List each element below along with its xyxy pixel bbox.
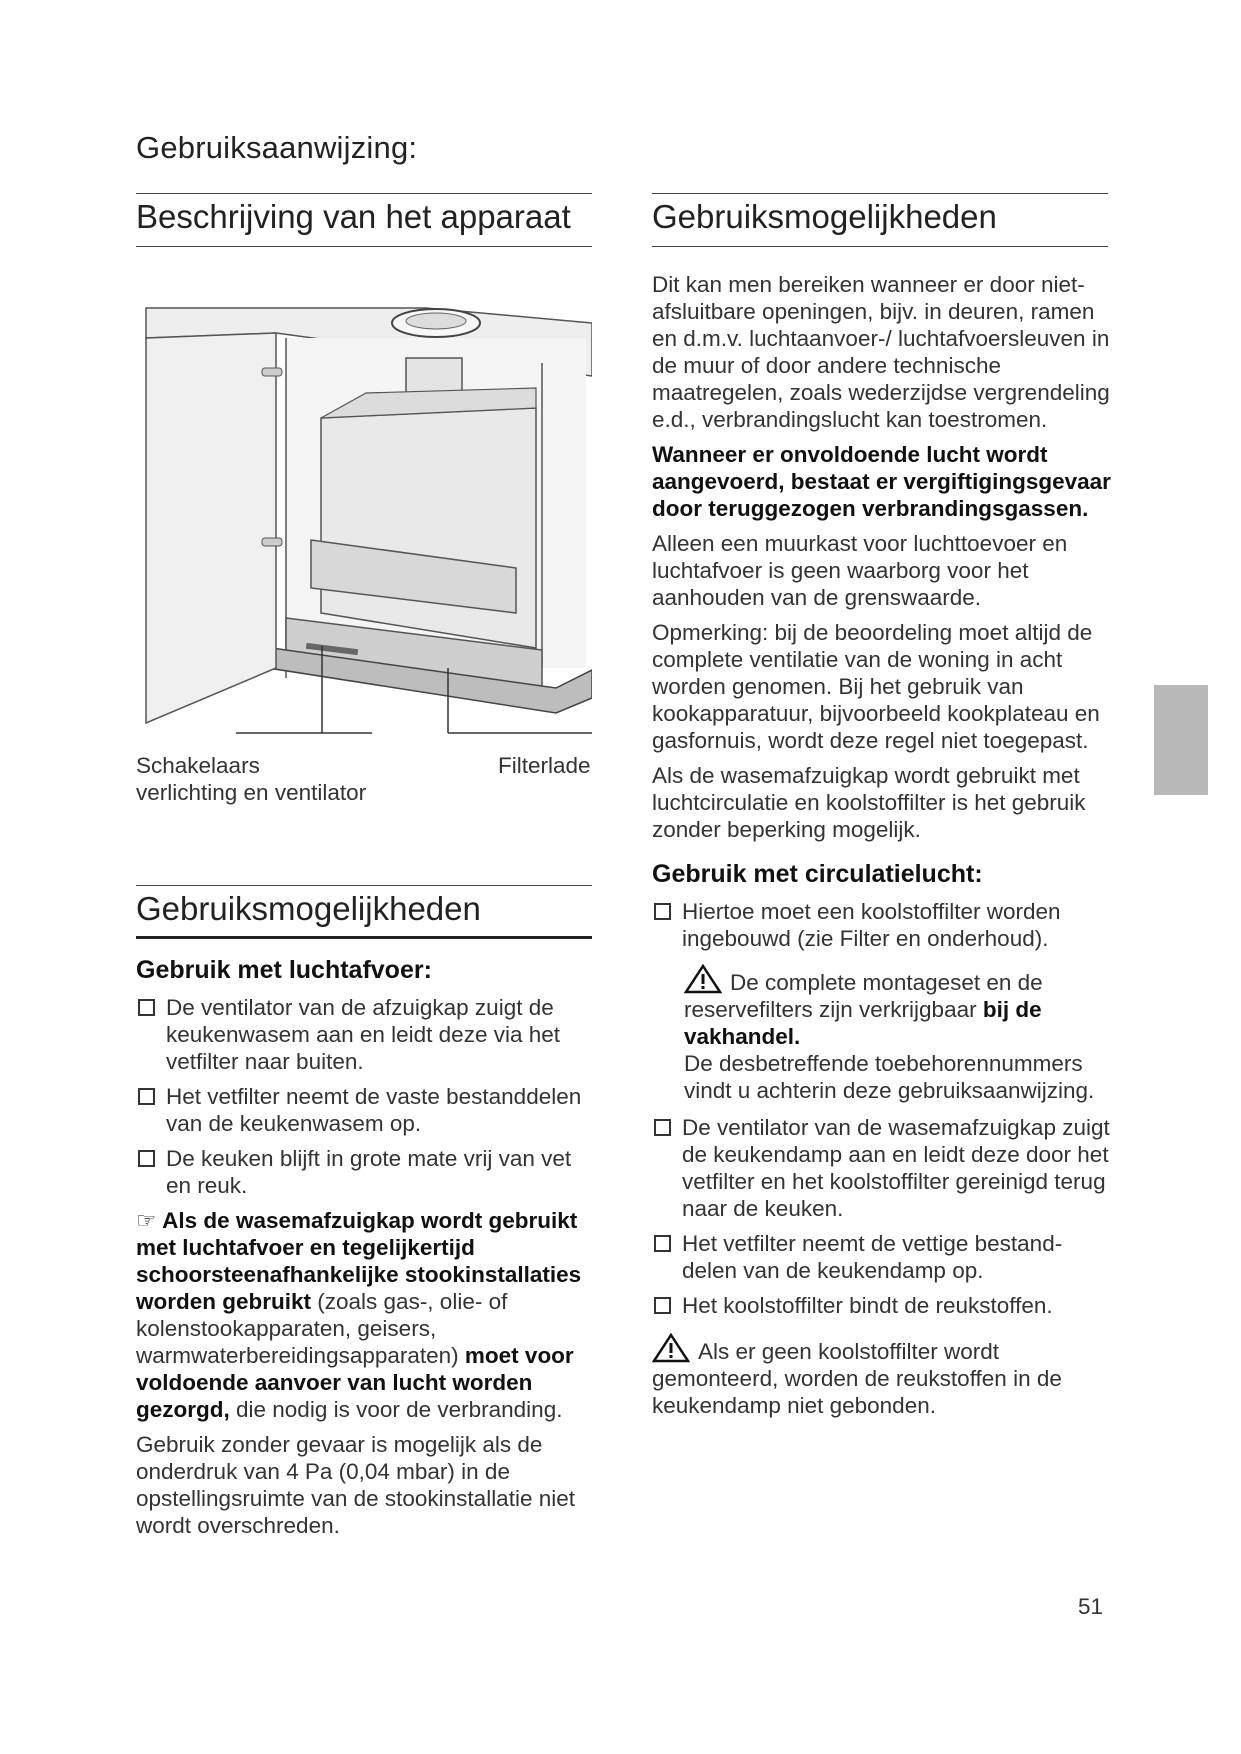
subheading-circulation: Gebruik met circulatielucht:	[652, 860, 983, 888]
appliance-illustration	[136, 268, 592, 750]
list-item: Hiertoe moet een koolstoffilter worden ingebouwd (zie Filter en onderhoud).	[652, 898, 1112, 952]
note-paragraph: ☞ Als de wasemafzuigkap wordt gebruikt met luchtafvoer en tegelijkertijd schoorsteenafhankelijke stookinstallaties worden gebruikt (zoals gas-, olie- of kolenstookapparaten, geisers, warmwaterbereidingsapparaten) moet voor voldoende aanvoer van lucht worden gezorgd, die nodig is voor de verbranding.	[136, 1208, 582, 1422]
warning-block: De complete montageset en de reservefilters zijn verkrijgbaar bij de vakhandel. De desbetreffende toebehorennummers vindt u achterin deze gebruiksaanwijzing.	[652, 964, 1112, 1104]
list-item: De keuken blijft in grote mate vrij van vet en reuk.	[136, 1145, 596, 1199]
paragraph-underpressure: Gebruik zonder gevaar is mogelijk als de onderdruk van 4 Pa (0,04 mbar) in de opstellingsruimte van de stookinstallatie niet wordt overschreden.	[136, 1432, 575, 1538]
label-switches-line2: verlichting en ventilator	[136, 780, 367, 805]
paragraph-circulation: Als de wasemafzuigkap wordt gebruikt met luchtcirculatie en koolstoffilter is het gebruik zonder beperking mogelijk.	[652, 763, 1086, 842]
checkbox-icon	[654, 903, 671, 920]
checkbox-icon	[654, 1297, 671, 1314]
section-rule-top	[136, 193, 592, 194]
checkbox-icon	[138, 1150, 155, 1167]
section-title-right: Gebruiksmogelijkheden	[652, 198, 997, 235]
section-title-usage: Gebruiksmogelijkheden	[136, 890, 481, 927]
checkbox-icon	[654, 1119, 671, 1136]
list-item: De ventilator van de wasemafzuigkap zuigt de keukendamp aan en leidt deze door het vetfilter en het koolstoffilter gereinigd terug naar de keuken.	[652, 1114, 1112, 1222]
section2-rule-top	[136, 885, 592, 886]
list-item: De ventilator van de afzuigkap zuigt de keukenwasem aan en leidt deze via het vetfilter naar buiten.	[136, 994, 596, 1075]
section2-rule-bottom	[136, 936, 592, 939]
right-rule-top	[652, 193, 1108, 194]
page-number: 51	[1078, 1594, 1104, 1619]
paragraph-intro: Dit kan men bereiken wanneer er door niet-afsluitbare openingen, bijv. in deuren, ramen en d.m.v. luchtaanvoer-/ luchtafvoersleuven in de muur of door andere technische maatregelen, zoals wederzijdse vergrendeling e.d., verbrandingslucht kan toestromen.	[652, 272, 1110, 432]
label-switches-line1: Schakelaars	[136, 753, 260, 778]
paragraph-warning-bold: Wanneer er onvoldoende lucht wordt aangevoerd, bestaat er vergiftigingsgevaar door teruggezogen verbrandingsgassen.	[652, 442, 1111, 521]
chapter-tab-marker	[1154, 685, 1208, 795]
checkbox-icon	[138, 999, 155, 1016]
pointing-hand-icon: ☞	[136, 1208, 157, 1233]
left-body	[136, 957, 596, 1547]
right-body	[652, 271, 1112, 1427]
label-filter: Filterlade	[498, 753, 591, 778]
subheading-exhaust: Gebruik met luchtafvoer:	[136, 956, 432, 984]
warning-icon	[684, 964, 722, 994]
page-header: Gebruiksaanwijzing:	[136, 130, 418, 165]
list-item: Het koolstoffilter bindt de reukstoffen.	[652, 1292, 1112, 1319]
warning-icon	[652, 1333, 690, 1363]
warning-paragraph: Als er geen koolstoffilter wordt gemonteerd, worden de reukstoffen in de keukendamp niet gebonden.	[652, 1333, 1112, 1419]
section-rule-bottom	[136, 246, 592, 247]
list-item: Het vetfilter neemt de vettige bestand-delen van de keukendamp op.	[652, 1230, 1112, 1284]
checkbox-icon	[654, 1235, 671, 1252]
checkbox-icon	[138, 1088, 155, 1105]
list-item: Het vetfilter neemt de vaste bestanddelen van de keukenwasem op.	[136, 1083, 596, 1137]
right-rule-bottom	[652, 246, 1108, 247]
section-title-description: Beschrijving van het apparaat	[136, 198, 571, 235]
paragraph-wallcabinet: Alleen een muurkast voor luchttoevoer en luchtafvoer is geen waarborg voor het aanhouden van de grenswaarde.	[652, 531, 1068, 610]
paragraph-remark: Opmerking: bij de beoordeling moet altijd de complete ventilatie van de woning in acht worden genomen. Bij het gebruik van kookapparatuur, bijvoorbeeld kookplateau en gasfornuis, wordt deze regel niet toegepast.	[652, 620, 1100, 753]
label-switches	[136, 752, 366, 806]
